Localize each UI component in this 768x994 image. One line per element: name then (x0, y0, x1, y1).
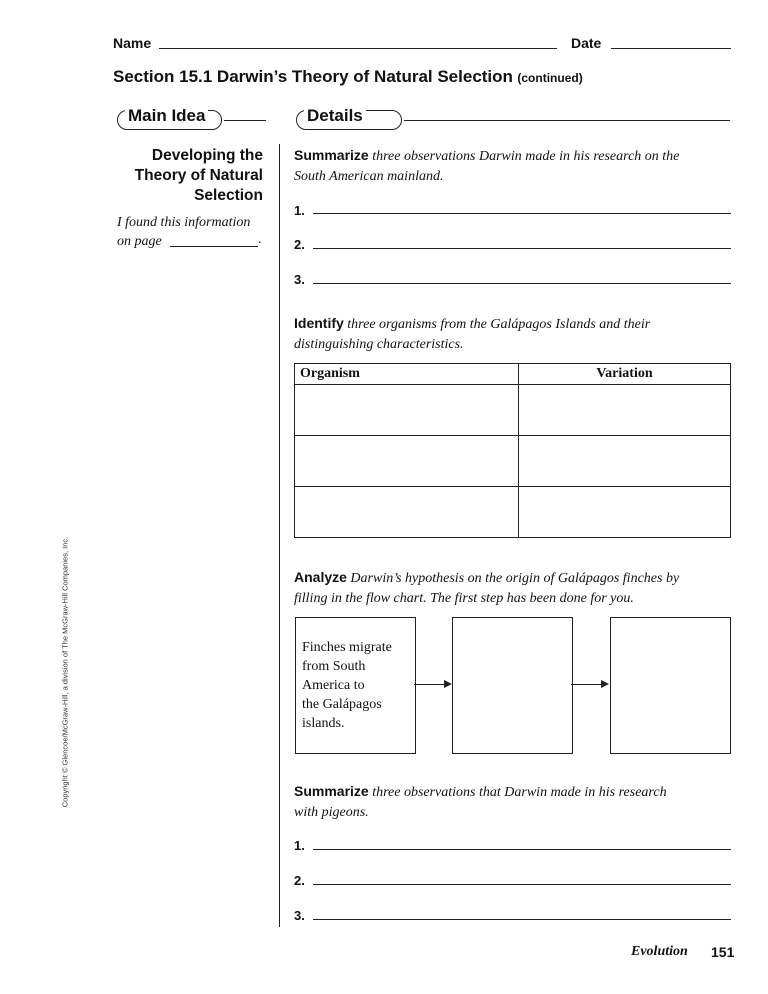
section-title (113, 67, 583, 87)
organism-column-header: Organism (295, 364, 519, 385)
organism-cell-3[interactable] (295, 487, 519, 538)
organism-table (294, 363, 731, 538)
name-label: Name (113, 35, 152, 51)
flow-arrowhead-2 (601, 680, 609, 688)
q1-number-1: 1. (294, 203, 305, 218)
flow-arrowhead-1 (444, 680, 452, 688)
details-rule (404, 120, 730, 121)
q1-answer-line-2[interactable] (313, 248, 731, 249)
q1-prompt (294, 145, 734, 187)
main-idea-header: Main Idea (125, 106, 208, 126)
main-idea-title (100, 146, 263, 206)
table-row (295, 487, 731, 538)
main-idea-title-line2: Theory of Natural (134, 167, 263, 184)
q1-text2: South American mainland. (294, 169, 444, 184)
details-header: Details (304, 106, 366, 126)
q4-answer-line-2[interactable] (313, 884, 731, 885)
page-number-field[interactable] (170, 246, 258, 247)
q1-keyword: Summarize (294, 147, 369, 163)
flow-box-1-line2: from South (302, 659, 366, 674)
flow-box-1-line4: the Galápagos (302, 697, 382, 712)
page-number: 151 (711, 944, 735, 960)
q3-text1: Darwin’s hypothesis on the origin of Galápagos finches by (346, 571, 680, 586)
section-title-text: Section 15.1 Darwin’s Theory of Natural Selection (113, 67, 513, 86)
main-idea-rule (224, 120, 266, 121)
q4-prompt (294, 781, 734, 823)
q3-text2: filling in the flow chart. The first step has been done for you. (294, 591, 634, 606)
date-field[interactable] (611, 48, 731, 49)
q2-text1: three organisms from the Galápagos Islands and their (343, 317, 651, 332)
name-field[interactable] (159, 48, 557, 49)
q3-line1 (294, 567, 744, 589)
q3-keyword: Analyze (294, 569, 347, 585)
q4-number-2: 2. (294, 873, 305, 888)
flow-box-1-line1: Finches migrate (302, 640, 392, 655)
q4-answer-line-3[interactable] (313, 919, 731, 920)
variation-cell-2[interactable] (519, 436, 731, 487)
q4-line1 (294, 781, 734, 803)
flow-box-1-text (302, 638, 392, 733)
main-idea-title-line3: Selection (194, 187, 263, 204)
q2-keyword: Identify (294, 315, 344, 331)
flow-arrow-2 (571, 684, 601, 685)
flow-box-3[interactable] (610, 617, 731, 754)
table-row (295, 436, 731, 487)
flow-box-1-line5: islands. (302, 716, 345, 731)
variation-cell-1[interactable] (519, 385, 731, 436)
chapter-name: Evolution (631, 944, 688, 959)
organism-cell-2[interactable] (295, 436, 519, 487)
q3-prompt (294, 567, 744, 609)
q1-text1: three observations Darwin made in his research on the (368, 149, 680, 164)
organism-table-header (295, 364, 731, 385)
q2-line1 (294, 313, 734, 335)
copyright-text: Copyright © Glencoe/McGraw-Hill, a division of The McGraw-Hill Companies, Inc. (60, 536, 70, 808)
organism-cell-1[interactable] (295, 385, 519, 436)
q1-number-3: 3. (294, 272, 305, 287)
q1-answer-line-3[interactable] (313, 283, 731, 284)
q2-text2: distinguishing characteristics. (294, 337, 464, 352)
table-row (295, 385, 731, 436)
q2-prompt (294, 313, 734, 355)
flow-arrow-1 (414, 684, 444, 685)
continued-note: (continued) (517, 71, 583, 85)
q4-number-3: 3. (294, 908, 305, 923)
main-idea-title-line1: Developing the (151, 147, 263, 164)
q4-text1: three observations that Darwin made in his research (368, 785, 667, 800)
q1-number-2: 2. (294, 237, 305, 252)
q4-text2: with pigeons. (294, 805, 369, 820)
variation-cell-3[interactable] (519, 487, 731, 538)
date-label: Date (571, 35, 602, 51)
flow-box-1-line3: America to (302, 678, 365, 693)
variation-column-header: Variation (519, 364, 731, 385)
q4-answer-line-1[interactable] (313, 849, 731, 850)
q1-answer-line-1[interactable] (313, 213, 731, 214)
q4-keyword: Summarize (294, 783, 369, 799)
found-info-line1: I found this information (117, 215, 251, 230)
flow-box-2[interactable] (452, 617, 573, 754)
found-info-prefix: on page (117, 234, 162, 249)
column-divider (279, 144, 280, 927)
q1-line1 (294, 145, 734, 167)
q4-number-1: 1. (294, 838, 305, 853)
found-info-suffix: . (258, 232, 262, 247)
